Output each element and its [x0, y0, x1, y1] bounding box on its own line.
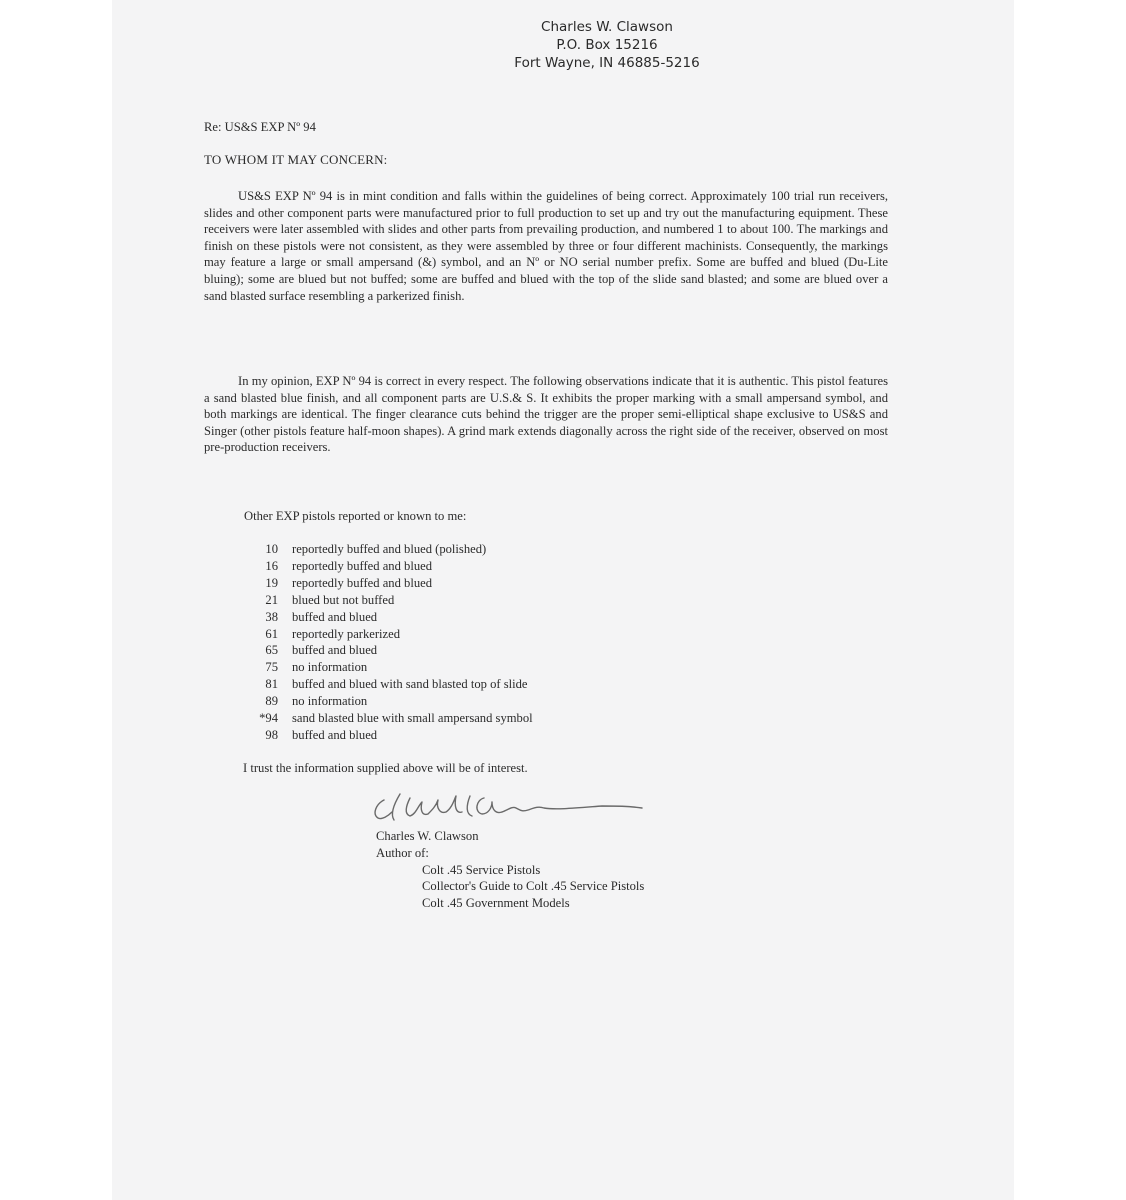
list-item — [252, 592, 533, 609]
letterhead-city: Fort Wayne, IN 46885-5216 — [514, 55, 700, 71]
list-item — [252, 727, 533, 744]
closing-line: I trust the information supplied above will be of interest. — [243, 761, 528, 775]
pistol-description: reportedly buffed and blued (polished) — [292, 542, 487, 556]
pistol-number: 21 — [265, 592, 278, 607]
pistol-description: sand blasted blue with small ampersand symbol — [292, 711, 533, 726]
book-list — [376, 862, 644, 912]
pistol-number: 75 — [265, 660, 278, 675]
pistol-description: buffed and blued — [292, 643, 378, 658]
pistol-number: 16 — [265, 558, 278, 573]
list-item — [252, 642, 533, 659]
pistol-description: blued but not buffed — [292, 592, 395, 607]
pistol-number: *94 — [259, 711, 278, 726]
handwritten-signature — [366, 784, 666, 828]
pistol-number: 19 — [265, 575, 278, 590]
pistol-description: no information — [292, 660, 368, 675]
pistol-description: buffed and blued — [292, 727, 378, 742]
signature-block — [376, 828, 644, 912]
list-item — [252, 710, 533, 727]
signer-name: Charles W. Clawson — [376, 829, 479, 843]
letterhead-po-box: P.O. Box 15216 — [556, 37, 658, 53]
pistol-description: reportedly parkerized — [292, 626, 401, 641]
pistol-number: 98 — [265, 727, 278, 742]
list-item — [252, 558, 533, 575]
paragraph-opinion: In my opinion, EXP Nº 94 is correct in every respect. The following observations indicate that it is authentic. This pistol features a sand blasted blue finish, and all component parts are U.S.& S. It exhibits the proper marking with a small ampersand symbol, and both markings are identical. The finger clearance cuts behind the trigger are the proper semi-elliptical shape exclusive to US&S and Singer (other pistols feature half-moon shapes). A grind mark extends diagonally across the right side of the receiver, observed on most pre-production receivers. — [204, 374, 888, 455]
pistol-number: 38 — [265, 609, 278, 624]
list-item: Colt .45 Government Models — [422, 896, 570, 911]
pistol-number: 61 — [265, 626, 278, 641]
list-item — [252, 609, 533, 626]
list-intro: Other EXP pistols reported or known to me: — [244, 509, 467, 523]
list-item — [252, 676, 533, 693]
pistol-description: buffed and blued — [292, 609, 378, 624]
pistol-description: buffed and blued with sand blasted top of slide — [292, 677, 528, 692]
pistol-number: 89 — [265, 694, 278, 709]
list-item — [252, 693, 533, 710]
pistol-list — [252, 541, 533, 744]
pistol-number: 81 — [265, 677, 278, 692]
salutation: TO WHOM IT MAY CONCERN: — [204, 152, 388, 167]
letterhead — [112, 18, 1014, 72]
author-of-label: Author of: — [376, 845, 429, 860]
list-item — [252, 659, 533, 676]
pistol-number: 65 — [265, 643, 278, 658]
list-item: Colt .45 Service Pistols — [422, 862, 541, 877]
letterhead-name: Charles W. Clawson — [541, 19, 673, 35]
pistol-description: reportedly buffed and blued — [292, 575, 433, 590]
paragraph-condition: US&S EXP Nº 94 is in mint condition and falls within the guidelines of being correct. Approximately 100 trial run receivers, slides and other component parts were manufactured prior to full production to set up and try out the manufacturing equipment. These receivers were later assembled with slides and other parts from prevailing production, and numbered 1 to about 100. The markings and finish on these pistols were not consistent, as they were assembled by three or four different machinists. Consequently, the markings may feature a large or small ampersand (&) symbol, and an Nº or NO serial number prefix. Some are buffed and blued (Du-Lite bluing); some are blued but not buffed; some are buffed and blued with the top of the slide sand blasted; and some are blued over a sand blasted surface resembling a parkerized finish. — [204, 189, 888, 303]
pistol-description: no information — [292, 694, 368, 709]
re-line: Re: US&S EXP Nº 94 — [204, 120, 316, 134]
list-item — [252, 575, 533, 592]
pistol-number: 10 — [265, 542, 278, 556]
list-item — [252, 626, 533, 643]
pistol-description: reportedly buffed and blued — [292, 558, 433, 573]
list-item: Collector's Guide to Colt .45 Service Pistols — [422, 879, 645, 894]
letter-page — [112, 0, 1014, 1200]
list-item — [252, 541, 533, 558]
